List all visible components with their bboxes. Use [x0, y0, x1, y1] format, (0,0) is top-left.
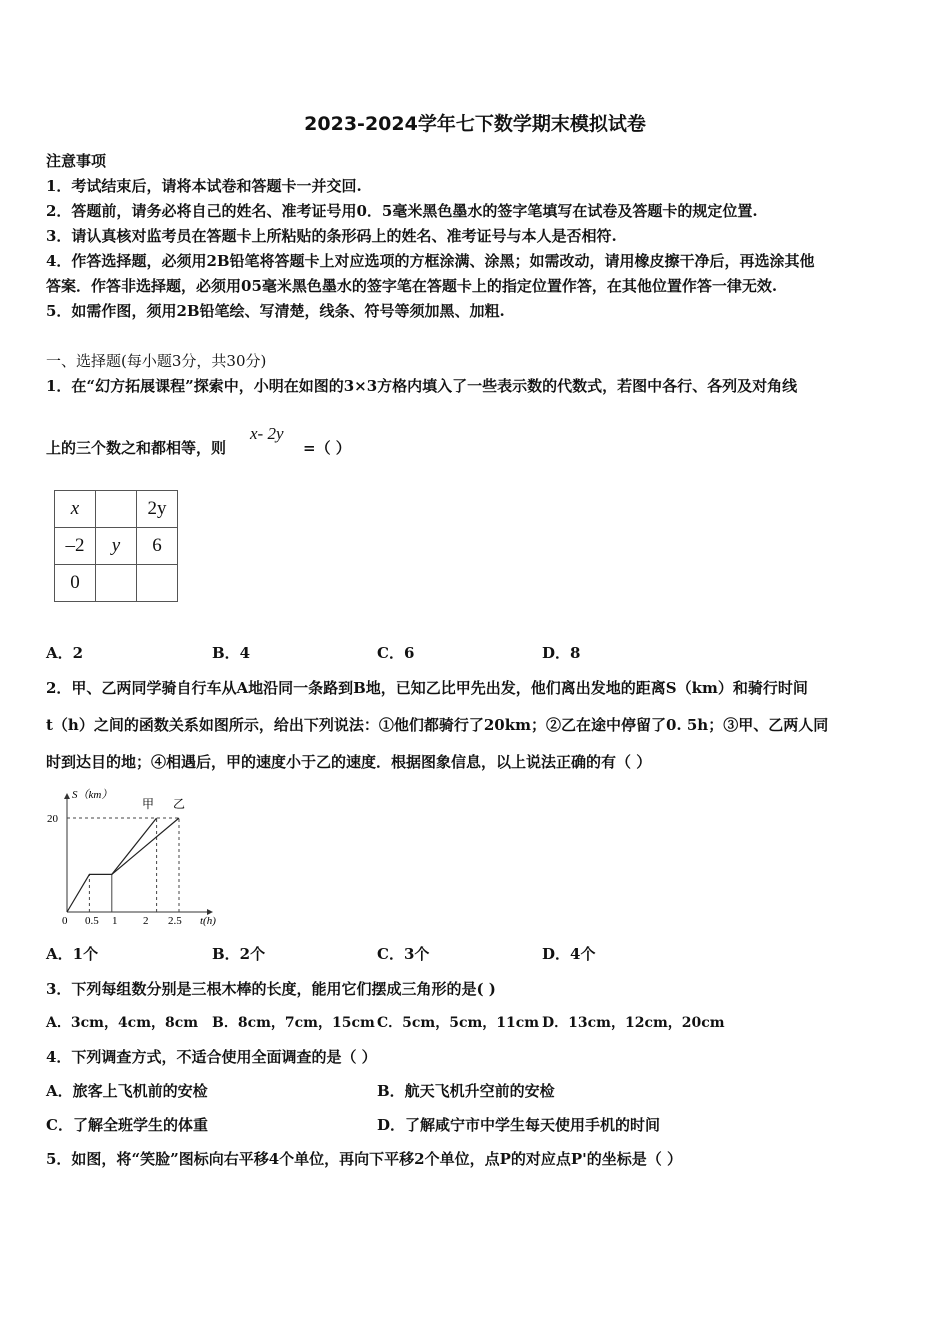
q4-option-d: D．了解咸宁市中学生每天使用手机的时间 — [377, 1116, 661, 1134]
q4-stem: 4．下列调查方式，不适合使用全面调查的是（ ） — [46, 1048, 377, 1066]
q1-stem-line2-end: =（ ） — [303, 439, 351, 457]
q1-expression: x- 2y — [250, 424, 284, 443]
grid-cell: 6 — [137, 528, 178, 565]
page-title: 2023-2024学年七下数学期末模拟试卷 — [304, 113, 646, 135]
q4-option-c: C．了解全班学生的体重 — [46, 1116, 208, 1134]
q2-option-a: A．1个 — [46, 945, 99, 963]
grid-cell: x — [55, 491, 96, 528]
q1-option-a: A．2 — [46, 644, 84, 662]
q4-option-a: A．旅客上飞机前的安检 — [46, 1082, 208, 1100]
x-tick-label: 2.5 — [168, 915, 182, 927]
x-tick-label: 0 — [62, 915, 68, 927]
notice-line: 答案．作答非选择题，必须用05毫米黑色墨水的签字笔在答题卡上的指定位置作答，在其他位置作答一律无效. — [46, 277, 778, 295]
q1-option-d: D．8 — [542, 644, 581, 662]
notice-line: 1．考试结束后，请将本试卷和答题卡一并交回. — [46, 177, 362, 195]
notice-line: 4．作答选择题，必须用2B铅笔将答题卡上对应选项的方框涂满、涂黑；如需改动，请用橡皮擦干净后，再选涂其他 — [46, 252, 815, 270]
q5-stem: 5．如图，将“笑脸”图标向右平移4个单位，再向下平移2个单位，点P的对应点P'的坐标是（ ） — [46, 1150, 682, 1168]
q3-option-a: A．3cm，4cm，8cm — [46, 1015, 199, 1031]
grid-cell: 0 — [55, 565, 96, 602]
q2-stem-line1: 2．甲、乙两同学骑自行车从A地沿同一条路到B地，已知乙比甲先出发，他们离出发地的距离S（km）和骑行时间 — [46, 679, 808, 697]
q3-stem: 3．下列每组数分别是三根木棒的长度，能用它们摆成三角形的是( ) — [46, 980, 496, 998]
q2-option-d: D．4个 — [542, 945, 596, 963]
q2-option-c: C．3个 — [377, 945, 430, 963]
grid-cell: y — [96, 528, 137, 565]
distance-time-chart — [40, 784, 230, 930]
q2-stem-line2: t（h）之间的函数关系如图所示，给出下列说法：①他们都骑行了20km；②乙在途中停留了0. 5h；③甲、乙两人同 — [46, 716, 829, 734]
q3-option-d: D．13cm，12cm，20cm — [542, 1015, 725, 1031]
q2-stem-line3: 时到达目的地；④相遇后，甲的速度小于乙的速度．根据图象信息，以上说法正确的有（ ） — [46, 753, 652, 771]
series-line-jia — [112, 818, 157, 874]
grid-cell — [137, 565, 178, 602]
section-heading: 一、选择题(每小题3分，共30分) — [46, 352, 267, 370]
q1-option-b: B．4 — [212, 644, 251, 662]
q1-stem-line2: 上的三个数之和都相等，则 — [46, 439, 227, 457]
y-axis-label: S（km） — [72, 789, 113, 801]
q1-stem-line1: 1．在“幻方拓展课程”探索中，小明在如图的3×3方格内填入了一些表示数的代数式，若图中各行、各列及对角线 — [46, 377, 798, 395]
q3-option-c: C．5cm，5cm，11cm — [377, 1015, 540, 1031]
notice-line: 3．请认真核对监考员在答题卡上所粘贴的条形码上的姓名、准考证号与本人是否相符. — [46, 227, 617, 245]
series-label-jia: 甲 — [142, 797, 155, 811]
x-tick-label: 0.5 — [85, 915, 99, 927]
notice-line: 5．如需作图，须用2B铅笔绘、写清楚，线条、符号等须加黑、加粗. — [46, 302, 505, 320]
x-tick-label: 1 — [112, 915, 118, 927]
grid-cell: –2 — [55, 528, 96, 565]
y-tick-label: 20 — [47, 813, 58, 825]
grid-cell — [96, 491, 137, 528]
x-axis-label: t(h) — [200, 915, 216, 927]
series-line-yi — [67, 818, 179, 912]
series-label-yi: 乙 — [173, 797, 186, 811]
x-tick-label: 2 — [143, 915, 149, 927]
grid-cell — [96, 565, 137, 602]
notice-line: 2．答题前，请务必将自己的姓名、准考证号用0．5毫米黑色墨水的签字笔填写在试卷及答题卡的规定位置. — [46, 202, 758, 220]
q4-option-b: B．航天飞机升空前的安检 — [377, 1082, 555, 1100]
grid-cell: 2y — [137, 491, 178, 528]
notice-heading: 注意事项 — [46, 152, 107, 170]
magic-square-grid — [54, 490, 178, 602]
q2-option-b: B．2个 — [212, 945, 266, 963]
q3-option-b: B．8cm，7cm，15cm — [212, 1015, 375, 1031]
q1-option-c: C．6 — [377, 644, 415, 662]
